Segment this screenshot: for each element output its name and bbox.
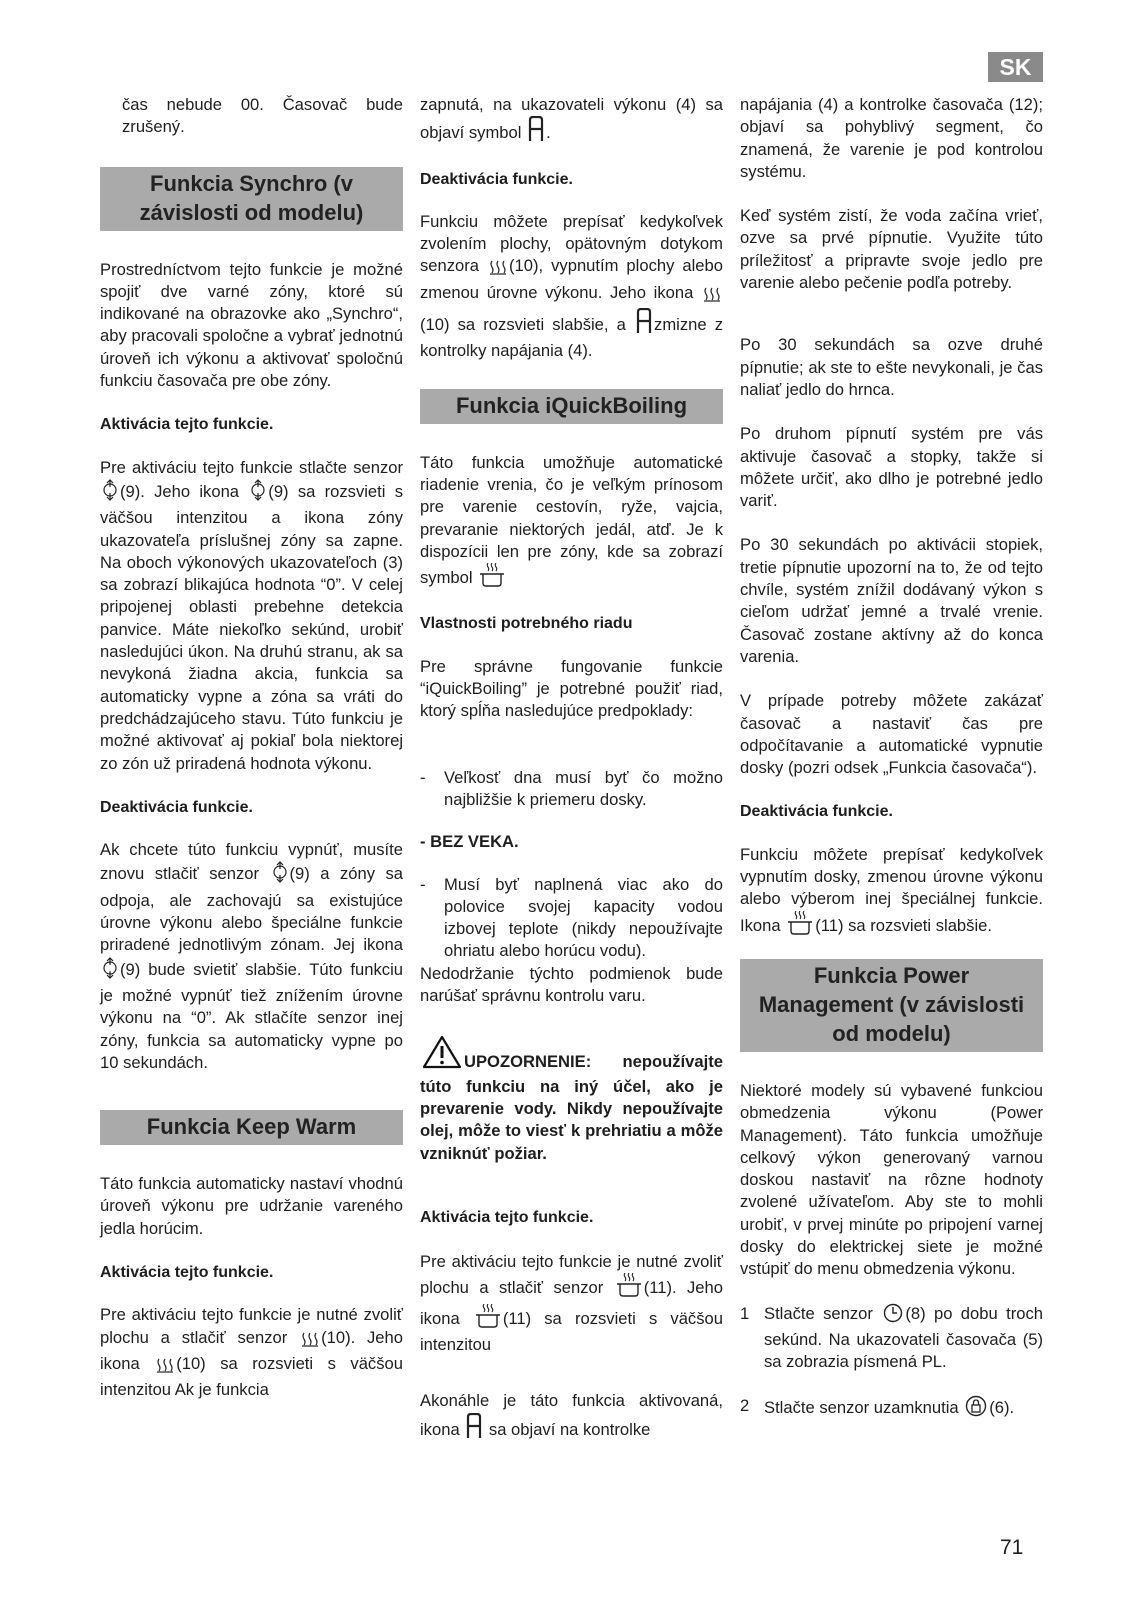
pot-boiling-icon — [616, 1273, 642, 1303]
text-part: (10) sa rozsvieti s väčšou intenzitou Ak je funkcia — [100, 1353, 403, 1400]
pot-boiling-icon — [787, 911, 813, 941]
text-part: . — [546, 123, 551, 143]
list-text: Veľkosť dna musí byť čo možno najbližšie k priemeru dosky. — [444, 767, 723, 809]
text-part: Stlačte senzor — [764, 1303, 873, 1323]
boiling-sensor-icon — [301, 1329, 319, 1353]
list-item — [420, 767, 723, 812]
heading-keep-warm: Funkcia Keep Warm — [100, 1110, 403, 1145]
paragraph-warning — [420, 1035, 723, 1164]
text-part: sa objaví na kontrolke — [488, 1419, 651, 1439]
text-part: (9). Jeho ikona — [120, 481, 240, 501]
column-1 — [100, 94, 403, 1401]
paragraph-disable-timer: V prípade potreby môžete zakázať časovač a nastaviť čas pre odpočítavanie a automatické vypnutie dosky (pozri odsek „Funkcia časovača“). — [740, 691, 1043, 778]
text-part: UPOZORNENIE: nepoužívajte túto funkciu na iný účel, ako je prevarenie vody. Nikdy nepoužívajte olej, môže to viesť k prehriatiu a môže vzniknúť požiar. — [420, 1052, 723, 1163]
paragraph-keep-warm-deactivation — [420, 211, 723, 363]
paragraph-keep-warm: Táto funkcia automaticky nastaví vhodnú úroveň výkonu pre udržanie vareného jedla horúcim. — [100, 1174, 403, 1238]
synchro-sensor-icon — [102, 957, 118, 985]
text-part: (11) sa rozsvieti slabšie. — [815, 915, 992, 935]
paragraph-first-beep: Keď systém zistí, že voda začína vrieť, ozve sa prvé pípnutie. Využite túto príležitosť a pripravte svoje jedlo pre varenie alebo pečenie podľa potreby. — [740, 206, 1043, 293]
subheading-deactivation: Deaktivácia funkcie. — [100, 798, 253, 816]
pot-boiling-icon — [475, 1304, 501, 1334]
text-part: Pre aktiváciu tejto funkcie stlačte senzor — [100, 457, 403, 477]
subheading-cookware: Vlastnosti potrebného riadu — [420, 615, 633, 633]
subheading-activation: Aktivácia tejto funkcie. — [100, 1263, 274, 1281]
heading-power-management: Funkcia Power Management (v závislosti od modelu) — [740, 959, 1043, 1052]
paragraph-synchro: Prostredníctvom tejto funkcie je možné spojiť dve varné zóny, ktoré sú indikované na obrazovke ako „Synchro“, aby pracovali spoločne a vybrať jednotnú úroveň ich výkonu a aktivovať spoločnú funkciu časovača pre obe zóny. — [100, 259, 403, 391]
text-part: Funkciu môžete prepísať kedykoľvek vypnutím dosky, zmenou úrovne výkonu alebo výberom inej špeciálnej funkcie. Ikona — [740, 844, 1043, 935]
pot-boiling-icon — [479, 563, 505, 593]
heading-iquickboiling: Funkcia iQuickBoiling — [420, 389, 723, 424]
synchro-sensor-icon — [250, 479, 266, 507]
letter-a-display-icon — [466, 1413, 482, 1445]
subheading-deactivation: Deaktivácia funkcie. — [740, 803, 893, 821]
text-part: Akonáhle je táto funkcia aktivovaná, ikona — [420, 1391, 723, 1439]
language-tab: SK — [988, 52, 1043, 82]
paragraph-timer-cancel: čas nebude 00. Časovač bude zrušený. — [122, 95, 403, 137]
text-part: Táto funkcia umožňuje automatické riadenie vrenia, čo je veľkým prínosom pre varenie cestovín, ryže, vajcia, prevaranie niektorých jedál, atď. Je k dispozícii len pre zóny, kde sa zobrazí symbol — [420, 452, 723, 588]
subheading-activation: Aktivácia tejto funkcie. — [100, 416, 274, 434]
paragraph-synchro-activation — [100, 457, 403, 775]
synchro-sensor-icon — [272, 861, 288, 889]
paragraph-power-management: Niektoré modely sú vybavené funkciou obmedzenia výkonu (Power Management). Táto funkcia umožňuje celkový výkon generovaný varnou doskou nastaviť na rôzne hodnoty zvolené užívateľom. Aby ste to mohli urobiť, v prvej minúte po pripojení varnej dosky do elektrickej siete je možné vstúpiť do menu obmedzenia výkonu. — [740, 1080, 1043, 1279]
text-part: (10), vypnutím plochy alebo zmenou úrovne výkonu. Jeho ikona — [420, 256, 723, 302]
paragraph-third-beep: Po 30 sekundách po aktivácii stopiek, tretie pípnutie upozorní na to, že od tejto chvíle, systém znížil dodávaný výkon s cieľom udržať jemné a trvalé vrenie. Časovač zostane aktívny až do konca varenia. — [740, 535, 1043, 666]
subheading-activation: Aktivácia tejto funkcie. — [420, 1208, 594, 1226]
paragraph-keep-warm-activation — [100, 1304, 403, 1401]
step-number: 2 — [740, 1396, 750, 1416]
timer-clock-icon — [883, 1303, 903, 1329]
warning-triangle-icon — [422, 1035, 462, 1075]
text-part: Pre aktiváciu tejto funkcie je nutné zvoliť plochu a stlačiť senzor — [100, 1305, 403, 1347]
text-part: (10). Jeho ikona — [100, 1327, 403, 1373]
text-part: Pre aktiváciu tejto funkcie je nutné zvoliť plochu a stlačiť senzor — [420, 1252, 723, 1298]
paragraph-timer-stopwatch: Po druhom pípnutí systém pre vás aktivuje časovač a stopky, takže si môžete určiť, ako dlho je potrebné jedlo variť. — [740, 424, 1043, 511]
paragraph-iquick-activation — [420, 1251, 723, 1356]
paragraph-no-lid: - BEZ VEKA. — [420, 832, 519, 852]
letter-a-display-icon — [528, 116, 544, 148]
text-part: (8) po dobu troch sekúnd. Na ukazovateli časovača (5) sa zobrazia písmená PL. — [764, 1303, 1043, 1372]
text-part: zapnutá, na ukazovateli výkonu (4) sa objaví symbol — [420, 95, 723, 143]
paragraph-nonobservance: Nedodržanie týchto podmienok bude narúšať správnu kontrolu varu. — [420, 963, 723, 1006]
text-part: zmizne z kontrolky napájania (4). — [420, 315, 723, 361]
text-part: Funkciu môžete prepísať kedykoľvek zvolením plochy, opätovným dotykom senzora — [420, 211, 723, 276]
list-item — [420, 874, 723, 963]
synchro-sensor-icon — [102, 479, 118, 507]
page-number: 71 — [1000, 1536, 1024, 1559]
boiling-sensor-icon — [156, 1355, 174, 1379]
subheading-deactivation: Deaktivácia funkcie. — [420, 170, 573, 188]
heading-synchro: Funkcia Synchro (v závislosti od modelu) — [100, 167, 403, 231]
boiling-sensor-icon — [489, 257, 507, 281]
paragraph-iquick-continued: napájania (4) a kontrolke časovača (12); objaví sa pohyblivý segment, čo znamená, že varenie je pod kontrolou systému. — [740, 95, 1043, 181]
text-part: (9) sa rozsvieti s väčšou intenzitou a ikona zóny ukazovateľa príslušnej zóny sa zapne. Na oboch výkonových ukazovateľoch (3) sa zobrazí blikajúca hodnota “0”. V celej pripojenej oblasti prebehne detekcia panvice. Máte niekoľko sekúnd, urobiť nasledujúci úkon. Na druhú stranu, ak sa nevykoná žiadna akcia, funkcia sa automaticky vypne a zóna sa vráti do predchádzajúceho stavu. Túto funkciu je možné aktivovať aj pokiaľ bola niektorej zo zón už priradená hodnota výkonu. — [100, 481, 403, 773]
text-part: (11) sa rozsvieti s väčšou intenzitou — [420, 1308, 723, 1354]
paragraph-second-beep: Po 30 sekundách sa ozve druhé pípnutie; ak ste to ešte nevykonali, je čas naliať jedlo do hrnca. — [740, 335, 1043, 399]
paragraph-iquick-deactivation — [740, 844, 1043, 941]
text-part: (11). Jeho ikona — [420, 1278, 723, 1328]
paragraph-iquickboiling — [420, 452, 723, 594]
column-2 — [420, 94, 723, 1445]
list-text: Musí byť naplnená viac ako do polovice svojej kapacity vodou izbovej teplote (nikdy nepoužívajte ohriatu alebo horúcu vodu). — [444, 874, 723, 961]
text-part: (9) bude svietiť slabšie. Túto funkciu je možné vypnúť tiež znížením úrovne výkonu na “0”. Ak stlačíte senzor inej zóny, funkcia sa automaticky vypne po 10 sekundách. — [100, 959, 403, 1072]
step-item — [740, 1303, 1043, 1374]
text-part: (10) sa rozsvieti slabšie, a — [420, 315, 626, 335]
paragraph-iquick-activated — [420, 1390, 723, 1445]
boiling-sensor-icon — [703, 284, 721, 308]
paragraph-synchro-deactivation — [100, 839, 403, 1074]
lock-sensor-icon — [965, 1395, 987, 1423]
text-part: (9) a zóny sa odpoja, ale zachovajú sa existujúce úrovne výkonu alebo špeciálne funkcie priradené jednotlivým zónam. Jej ikona — [100, 864, 403, 955]
list-bullet: - — [420, 767, 426, 787]
text-part: (6). — [989, 1398, 1015, 1418]
paragraph-cookware: Pre správne fungovanie funkcie “iQuickBoiling” je potrebné použiť riad, ktorý spĺňa nasledujúce predpoklady: — [420, 656, 723, 721]
step-item — [740, 1395, 1043, 1423]
text-part: Ak chcete túto funkciu vypnúť, musíte znovu stlačiť senzor — [100, 840, 403, 884]
list-bullet: - — [420, 874, 426, 894]
letter-a-display-icon — [636, 308, 652, 340]
paragraph-keep-warm-continued — [420, 94, 723, 149]
text-part: Stlačte senzor uzamknutia — [764, 1398, 959, 1418]
step-number: 1 — [740, 1303, 750, 1323]
column-3 — [740, 94, 1043, 1424]
